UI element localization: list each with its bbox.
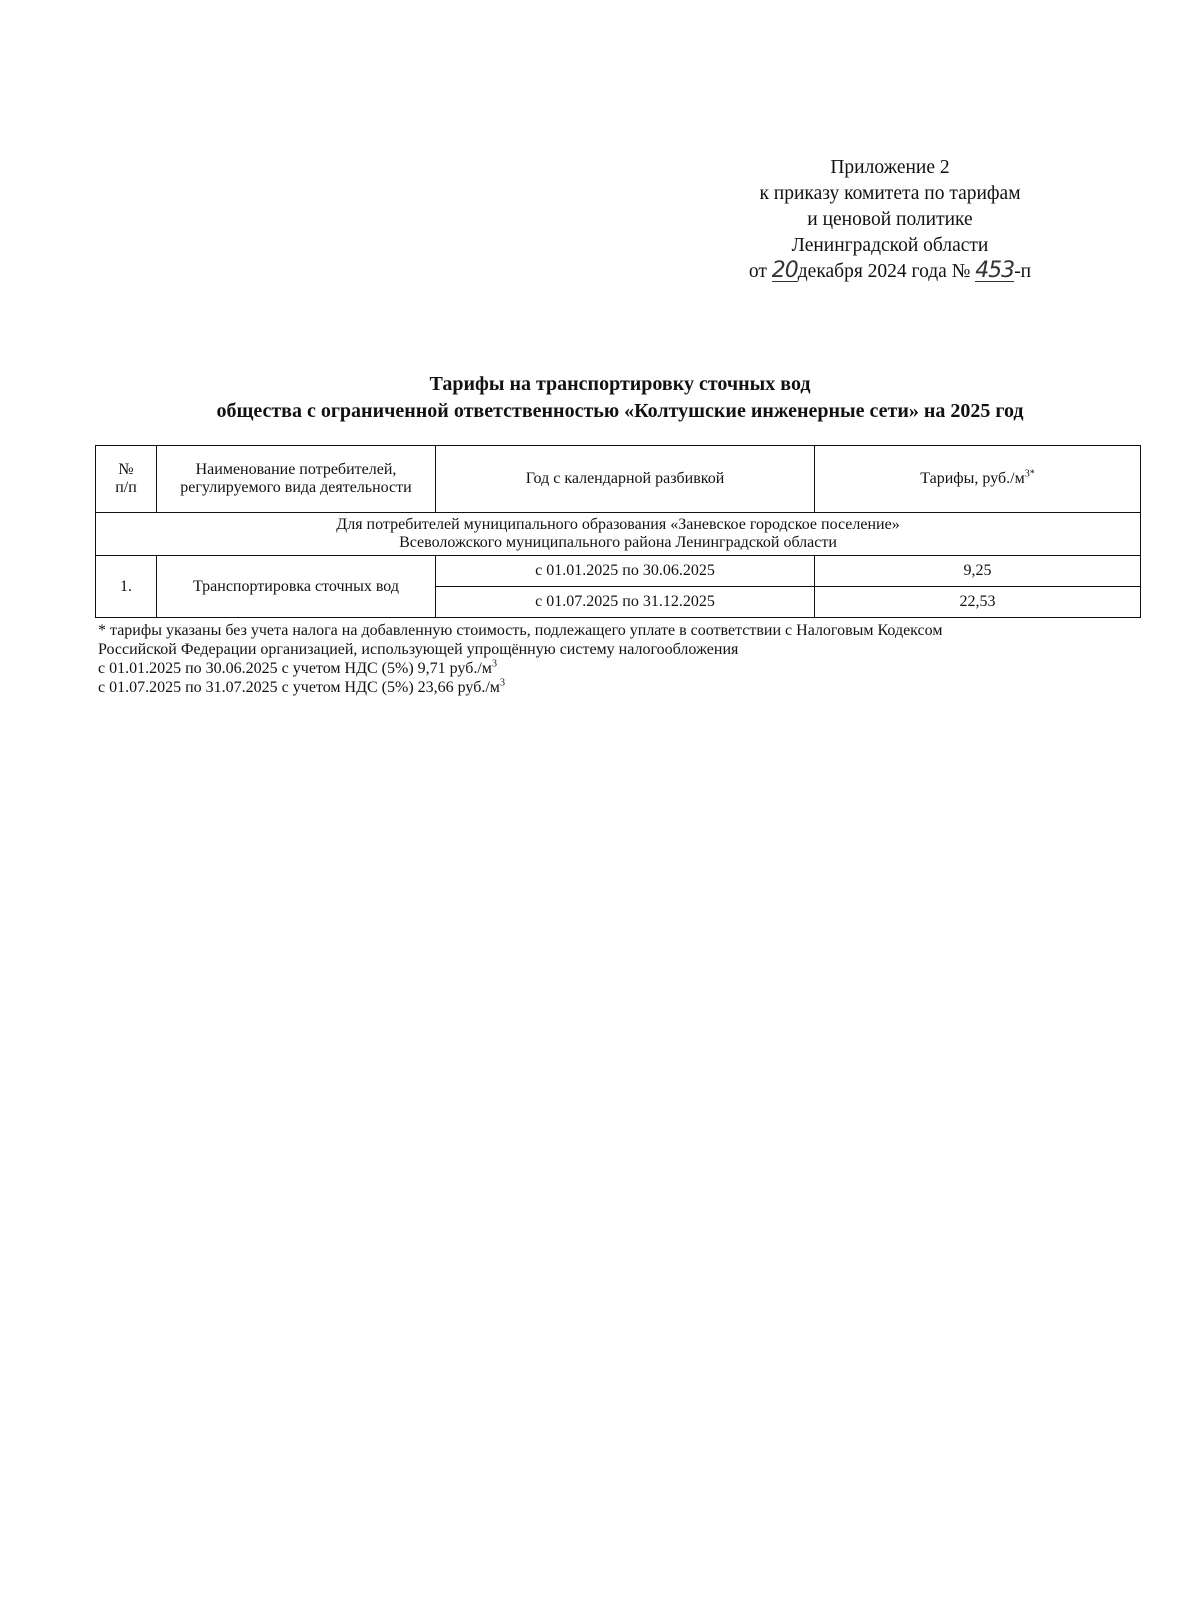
header-consumer-name: Наименование потребителей, регулируемого вида деятельности	[157, 446, 436, 513]
table-group-row	[96, 513, 1141, 556]
footnote-line-2: Российской Федерации организацией, использующей упрощённую систему налогообложения	[98, 641, 739, 658]
appendix-block	[700, 155, 1080, 285]
footnote-line-4	[98, 678, 1178, 697]
title-line-2: общества с ограниченной ответственностью «Колтушские инженерные сети» на 2025 год	[216, 400, 1024, 422]
appendix-line-3: и ценовой политике	[807, 209, 973, 230]
header-period: Год с календарной разбивкой	[436, 446, 815, 513]
title-line-1: Тарифы на транспортировку сточных вод	[429, 373, 811, 395]
table-header-row	[96, 446, 1141, 513]
header-tariff	[815, 446, 1141, 513]
row-number: 1.	[96, 556, 157, 618]
row-tariff-1: 9,25	[815, 556, 1141, 587]
footnotes	[98, 621, 1178, 697]
document-title	[60, 371, 1180, 425]
appendix-line-1: Приложение 2	[830, 157, 950, 178]
group-line-2: Всеволожского муниципального района Ленинградской области	[399, 534, 837, 551]
handwritten-day: 20	[771, 258, 798, 283]
footnote-vat-2-sup: 3	[499, 677, 505, 689]
footnote-vat-1-sup: 3	[491, 658, 497, 670]
table-row	[96, 556, 1141, 587]
header-number	[96, 446, 157, 513]
row-tariff-2: 22,53	[815, 587, 1141, 618]
order-prefix: от	[748, 261, 767, 282]
header-tariff-text: Тарифы, руб./м	[920, 470, 1025, 487]
tariff-table	[95, 445, 1141, 618]
group-line-1: Для потребителей муниципального образования «Заневское городское поселение»	[336, 516, 900, 533]
row-period-2: с 01.07.2025 по 31.12.2025	[436, 587, 815, 618]
footnote-line-1: * тарифы указаны без учета налога на добавленную стоимость, подлежащего уплате в соответствии с Налоговым Кодексом	[98, 622, 943, 639]
order-middle: декабря 2024 года №	[797, 261, 971, 282]
footnote-vat-1: с 01.01.2025 по 30.06.2025 с учетом НДС (5%) 9,71 руб./м	[98, 660, 492, 677]
appendix-line-4: Ленинградской области	[791, 235, 989, 256]
order-suffix: -п	[1014, 261, 1032, 282]
footnote-vat-2: с 01.07.2025 по 31.07.2025 с учетом НДС (5%) 23,66 руб./м	[98, 679, 500, 696]
row-period-1: с 01.01.2025 по 30.06.2025	[436, 556, 815, 587]
appendix-order-line	[700, 259, 1080, 285]
header-number-sign: №	[118, 461, 134, 478]
footnote-line-3	[98, 659, 1178, 678]
header-tariff-sup: 3*	[1024, 468, 1035, 480]
handwritten-order-number: 453	[975, 258, 1015, 283]
row-service-name: Транспортировка сточных вод	[157, 556, 436, 618]
group-cell	[96, 513, 1141, 556]
appendix-line-2: к приказу комитета по тарифам	[759, 183, 1021, 204]
header-number-pp: п/п	[115, 479, 137, 496]
